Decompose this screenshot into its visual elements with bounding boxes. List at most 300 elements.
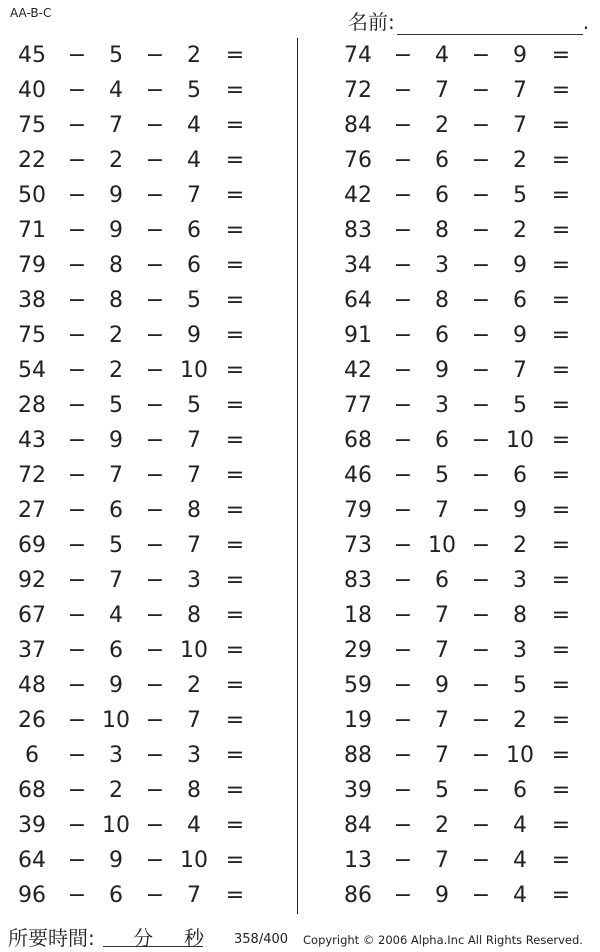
minutes-label: 分 [133, 926, 153, 950]
operand-1: 74 [344, 43, 372, 68]
equals-sign: = [225, 78, 245, 103]
operand-1: 46 [344, 463, 372, 488]
operand-1: 69 [18, 533, 46, 558]
problem-row [0, 353, 600, 388]
minus-sign: − [471, 148, 491, 173]
operand-3: 2 [187, 673, 201, 698]
problem-row [0, 738, 600, 773]
minus-sign: − [67, 113, 87, 138]
equals-sign: = [551, 568, 571, 593]
minus-sign: − [145, 78, 165, 103]
minus-sign: − [393, 148, 413, 173]
minus-sign: − [67, 568, 87, 593]
minus-sign: − [471, 183, 491, 208]
operand-3: 8 [187, 603, 201, 628]
equals-sign: = [551, 638, 571, 663]
operand-1: 67 [18, 603, 46, 628]
operand-2: 10 [102, 813, 130, 838]
operand-2: 9 [435, 673, 449, 698]
minus-sign: − [145, 533, 165, 558]
operand-2: 9 [435, 883, 449, 908]
operand-2: 2 [109, 148, 123, 173]
operand-3: 6 [513, 463, 527, 488]
operand-3: 9 [513, 43, 527, 68]
operand-1: 73 [344, 533, 372, 558]
operand-2: 8 [435, 288, 449, 313]
operand-3: 7 [187, 708, 201, 733]
equals-sign: = [225, 638, 245, 663]
equals-sign: = [225, 218, 245, 243]
minus-sign: − [67, 253, 87, 278]
operand-1: 59 [344, 673, 372, 698]
problem-row [0, 528, 600, 563]
operand-2: 7 [435, 498, 449, 523]
operand-1: 64 [18, 848, 46, 873]
equals-sign: = [225, 743, 245, 768]
name-line [397, 12, 583, 35]
operand-3: 4 [513, 848, 527, 873]
operand-1: 40 [18, 78, 46, 103]
minus-sign: − [471, 498, 491, 523]
minus-sign: − [471, 253, 491, 278]
operand-1: 28 [18, 393, 46, 418]
operand-1: 86 [344, 883, 372, 908]
minus-sign: − [145, 148, 165, 173]
minus-sign: − [471, 113, 491, 138]
minus-sign: − [67, 778, 87, 803]
minus-sign: − [471, 568, 491, 593]
minus-sign: − [393, 673, 413, 698]
minus-sign: − [393, 743, 413, 768]
operand-2: 2 [109, 323, 123, 348]
operand-3: 9 [513, 323, 527, 348]
operand-1: 29 [344, 638, 372, 663]
equals-sign: = [551, 358, 571, 383]
operand-3: 10 [180, 848, 208, 873]
minus-sign: − [67, 708, 87, 733]
problem-row [0, 878, 600, 913]
minus-sign: − [67, 533, 87, 558]
operand-2: 6 [435, 568, 449, 593]
minus-sign: − [145, 848, 165, 873]
name-label: 名前: [348, 10, 395, 34]
minus-sign: − [393, 358, 413, 383]
minus-sign: − [145, 883, 165, 908]
minus-sign: − [67, 323, 87, 348]
problem-row [0, 773, 600, 808]
operand-3: 7 [187, 183, 201, 208]
equals-sign: = [551, 708, 571, 733]
problem-row [0, 668, 600, 703]
operand-3: 7 [187, 533, 201, 558]
minus-sign: − [145, 708, 165, 733]
operand-3: 6 [513, 288, 527, 313]
equals-sign: = [225, 813, 245, 838]
equals-sign: = [551, 148, 571, 173]
operand-2: 5 [435, 463, 449, 488]
operand-3: 2 [513, 708, 527, 733]
minus-sign: − [471, 288, 491, 313]
minus-sign: − [145, 218, 165, 243]
operand-3: 7 [513, 78, 527, 103]
equals-sign: = [551, 288, 571, 313]
minus-sign: − [471, 673, 491, 698]
operand-2: 3 [435, 393, 449, 418]
operand-3: 5 [187, 393, 201, 418]
minus-sign: − [471, 883, 491, 908]
operand-3: 5 [187, 78, 201, 103]
equals-sign: = [225, 113, 245, 138]
operand-2: 5 [109, 43, 123, 68]
operand-2: 4 [109, 603, 123, 628]
operand-1: 79 [18, 253, 46, 278]
minus-sign: − [393, 78, 413, 103]
equals-sign: = [225, 498, 245, 523]
operand-3: 7 [513, 358, 527, 383]
minus-sign: − [145, 253, 165, 278]
minus-sign: − [393, 813, 413, 838]
equals-sign: = [225, 463, 245, 488]
operand-3: 9 [187, 323, 201, 348]
minus-sign: − [67, 638, 87, 663]
minus-sign: − [471, 638, 491, 663]
minus-sign: − [67, 673, 87, 698]
minus-sign: − [67, 848, 87, 873]
operand-3: 2 [513, 218, 527, 243]
operand-2: 9 [109, 218, 123, 243]
equals-sign: = [225, 603, 245, 628]
problem-row [0, 388, 600, 423]
operand-3: 9 [513, 498, 527, 523]
minus-sign: − [393, 393, 413, 418]
minus-sign: − [471, 323, 491, 348]
minus-sign: − [471, 78, 491, 103]
equals-sign: = [225, 673, 245, 698]
operand-2: 7 [435, 78, 449, 103]
minus-sign: − [393, 638, 413, 663]
minus-sign: − [145, 813, 165, 838]
operand-2: 6 [109, 883, 123, 908]
operand-1: 72 [18, 463, 46, 488]
operand-1: 26 [18, 708, 46, 733]
equals-sign: = [551, 743, 571, 768]
minus-sign: − [145, 43, 165, 68]
operand-3: 5 [187, 288, 201, 313]
equals-sign: = [551, 428, 571, 453]
equals-sign: = [225, 253, 245, 278]
minus-sign: − [393, 603, 413, 628]
minus-sign: − [145, 113, 165, 138]
operand-1: 54 [18, 358, 46, 383]
minus-sign: − [471, 813, 491, 838]
minus-sign: − [145, 393, 165, 418]
minus-sign: − [471, 603, 491, 628]
minus-sign: − [145, 288, 165, 313]
operand-2: 4 [109, 78, 123, 103]
operand-3: 6 [187, 253, 201, 278]
operand-2: 8 [109, 253, 123, 278]
worksheet-code: AA-B-C [10, 6, 52, 20]
minus-sign: − [67, 183, 87, 208]
operand-3: 8 [187, 498, 201, 523]
operand-2: 2 [435, 813, 449, 838]
operand-2: 6 [435, 148, 449, 173]
operand-2: 7 [435, 743, 449, 768]
operand-2: 2 [109, 358, 123, 383]
operand-1: 39 [18, 813, 46, 838]
operand-2: 6 [435, 428, 449, 453]
operand-1: 83 [344, 218, 372, 243]
equals-sign: = [551, 498, 571, 523]
seconds-label: 秒 [184, 926, 204, 950]
minus-sign: − [145, 183, 165, 208]
equals-sign: = [225, 393, 245, 418]
minus-sign: − [393, 883, 413, 908]
operand-2: 7 [435, 603, 449, 628]
minus-sign: − [67, 148, 87, 173]
operand-1: 84 [344, 813, 372, 838]
operand-3: 10 [180, 358, 208, 383]
problem-row [0, 563, 600, 598]
equals-sign: = [551, 673, 571, 698]
minus-sign: − [67, 428, 87, 453]
equals-sign: = [225, 148, 245, 173]
equals-sign: = [225, 778, 245, 803]
equals-sign: = [225, 708, 245, 733]
operand-1: 68 [344, 428, 372, 453]
equals-sign: = [225, 533, 245, 558]
problem-row [0, 38, 600, 73]
operand-1: 38 [18, 288, 46, 313]
equals-sign: = [225, 428, 245, 453]
minus-sign: − [145, 463, 165, 488]
minus-sign: − [393, 253, 413, 278]
minus-sign: − [67, 883, 87, 908]
operand-2: 7 [109, 113, 123, 138]
operand-3: 7 [187, 883, 201, 908]
operand-2: 2 [109, 778, 123, 803]
problem-row [0, 633, 600, 668]
operand-2: 9 [109, 848, 123, 873]
operand-2: 7 [109, 568, 123, 593]
minus-sign: − [393, 708, 413, 733]
minus-sign: − [471, 778, 491, 803]
minus-sign: − [145, 428, 165, 453]
problem-row [0, 143, 600, 178]
minus-sign: − [471, 43, 491, 68]
operand-1: 50 [18, 183, 46, 208]
operand-1: 71 [18, 218, 46, 243]
minus-sign: − [471, 848, 491, 873]
operand-3: 2 [513, 533, 527, 558]
operand-3: 8 [513, 603, 527, 628]
operand-1: 83 [344, 568, 372, 593]
minus-sign: − [393, 778, 413, 803]
operand-1: 6 [25, 743, 39, 768]
minus-sign: − [67, 743, 87, 768]
problem-row [0, 248, 600, 283]
operand-1: 88 [344, 743, 372, 768]
operand-3: 3 [187, 568, 201, 593]
operand-1: 75 [18, 113, 46, 138]
equals-sign: = [551, 778, 571, 803]
minus-sign: − [145, 603, 165, 628]
operand-2: 10 [102, 708, 130, 733]
problem-row [0, 213, 600, 248]
problem-row [0, 283, 600, 318]
operand-1: 64 [344, 288, 372, 313]
operand-3: 8 [187, 778, 201, 803]
equals-sign: = [551, 218, 571, 243]
name-end: . [582, 10, 590, 34]
minus-sign: − [393, 183, 413, 208]
minus-sign: − [471, 218, 491, 243]
page-number: 358/400 [234, 932, 289, 947]
minus-sign: − [67, 218, 87, 243]
minus-sign: − [471, 428, 491, 453]
minus-sign: − [145, 358, 165, 383]
operand-2: 4 [435, 43, 449, 68]
operand-2: 6 [435, 323, 449, 348]
equals-sign: = [551, 848, 571, 873]
operand-3: 4 [187, 148, 201, 173]
problem-row [0, 843, 600, 878]
problem-row [0, 493, 600, 528]
operand-3: 2 [513, 148, 527, 173]
minus-sign: − [67, 463, 87, 488]
minus-sign: − [393, 463, 413, 488]
operand-3: 10 [506, 743, 534, 768]
problem-row [0, 178, 600, 213]
minus-sign: − [145, 498, 165, 523]
operand-1: 77 [344, 393, 372, 418]
equals-sign: = [551, 813, 571, 838]
equals-sign: = [551, 183, 571, 208]
minus-sign: − [393, 43, 413, 68]
minus-sign: − [393, 568, 413, 593]
equals-sign: = [551, 113, 571, 138]
equals-sign: = [225, 358, 245, 383]
minus-sign: − [471, 743, 491, 768]
minus-sign: − [393, 288, 413, 313]
operand-2: 10 [428, 533, 456, 558]
operand-1: 34 [344, 253, 372, 278]
operand-2: 2 [435, 113, 449, 138]
operand-1: 72 [344, 78, 372, 103]
equals-sign: = [551, 603, 571, 628]
operand-3: 2 [187, 43, 201, 68]
equals-sign: = [225, 848, 245, 873]
equals-sign: = [551, 533, 571, 558]
minus-sign: − [67, 358, 87, 383]
minus-sign: − [67, 813, 87, 838]
equals-sign: = [551, 253, 571, 278]
minus-sign: − [67, 498, 87, 523]
minus-sign: − [393, 218, 413, 243]
problem-row [0, 458, 600, 493]
operand-2: 9 [109, 428, 123, 453]
operand-1: 48 [18, 673, 46, 698]
operand-1: 37 [18, 638, 46, 663]
minus-sign: − [393, 533, 413, 558]
minus-sign: − [393, 323, 413, 348]
operand-2: 5 [109, 393, 123, 418]
equals-sign: = [551, 883, 571, 908]
operand-2: 7 [435, 848, 449, 873]
name-field [348, 6, 589, 35]
equals-sign: = [225, 43, 245, 68]
operand-3: 4 [513, 813, 527, 838]
operand-2: 9 [109, 673, 123, 698]
operand-3: 9 [513, 253, 527, 278]
equals-sign: = [225, 183, 245, 208]
operand-3: 5 [513, 393, 527, 418]
problem-row [0, 108, 600, 143]
minus-sign: − [145, 778, 165, 803]
operand-2: 3 [435, 253, 449, 278]
minus-sign: − [471, 393, 491, 418]
minus-sign: − [67, 603, 87, 628]
problem-row [0, 73, 600, 108]
time-label: 所要時間: [8, 926, 95, 950]
operand-1: 92 [18, 568, 46, 593]
operand-2: 8 [109, 288, 123, 313]
equals-sign: = [551, 463, 571, 488]
operand-2: 5 [109, 533, 123, 558]
problem-row [0, 598, 600, 633]
operand-2: 6 [109, 498, 123, 523]
minus-sign: − [67, 288, 87, 313]
operand-3: 3 [513, 638, 527, 663]
minus-sign: − [145, 673, 165, 698]
operand-2: 6 [435, 183, 449, 208]
operand-3: 6 [513, 778, 527, 803]
operand-1: 18 [344, 603, 372, 628]
minus-sign: − [471, 708, 491, 733]
minus-sign: − [393, 113, 413, 138]
minus-sign: − [145, 743, 165, 768]
minus-sign: − [145, 568, 165, 593]
operand-3: 4 [187, 113, 201, 138]
operand-3: 3 [187, 743, 201, 768]
operand-3: 4 [513, 883, 527, 908]
operand-1: 42 [344, 183, 372, 208]
minus-sign: − [471, 463, 491, 488]
equals-sign: = [225, 323, 245, 348]
operand-3: 5 [513, 183, 527, 208]
operand-3: 5 [513, 673, 527, 698]
operand-1: 39 [344, 778, 372, 803]
minus-sign: − [145, 638, 165, 663]
equals-sign: = [225, 288, 245, 313]
equals-sign: = [551, 393, 571, 418]
operand-2: 7 [435, 708, 449, 733]
operand-1: 27 [18, 498, 46, 523]
operand-3: 10 [506, 428, 534, 453]
operand-1: 13 [344, 848, 372, 873]
minus-sign: − [67, 78, 87, 103]
minus-sign: − [393, 498, 413, 523]
operand-1: 22 [18, 148, 46, 173]
operand-2: 5 [435, 778, 449, 803]
minus-sign: − [145, 323, 165, 348]
problem-row [0, 318, 600, 353]
operand-1: 75 [18, 323, 46, 348]
minus-sign: − [471, 533, 491, 558]
operand-1: 45 [18, 43, 46, 68]
operand-3: 7 [187, 463, 201, 488]
operand-2: 7 [435, 638, 449, 663]
